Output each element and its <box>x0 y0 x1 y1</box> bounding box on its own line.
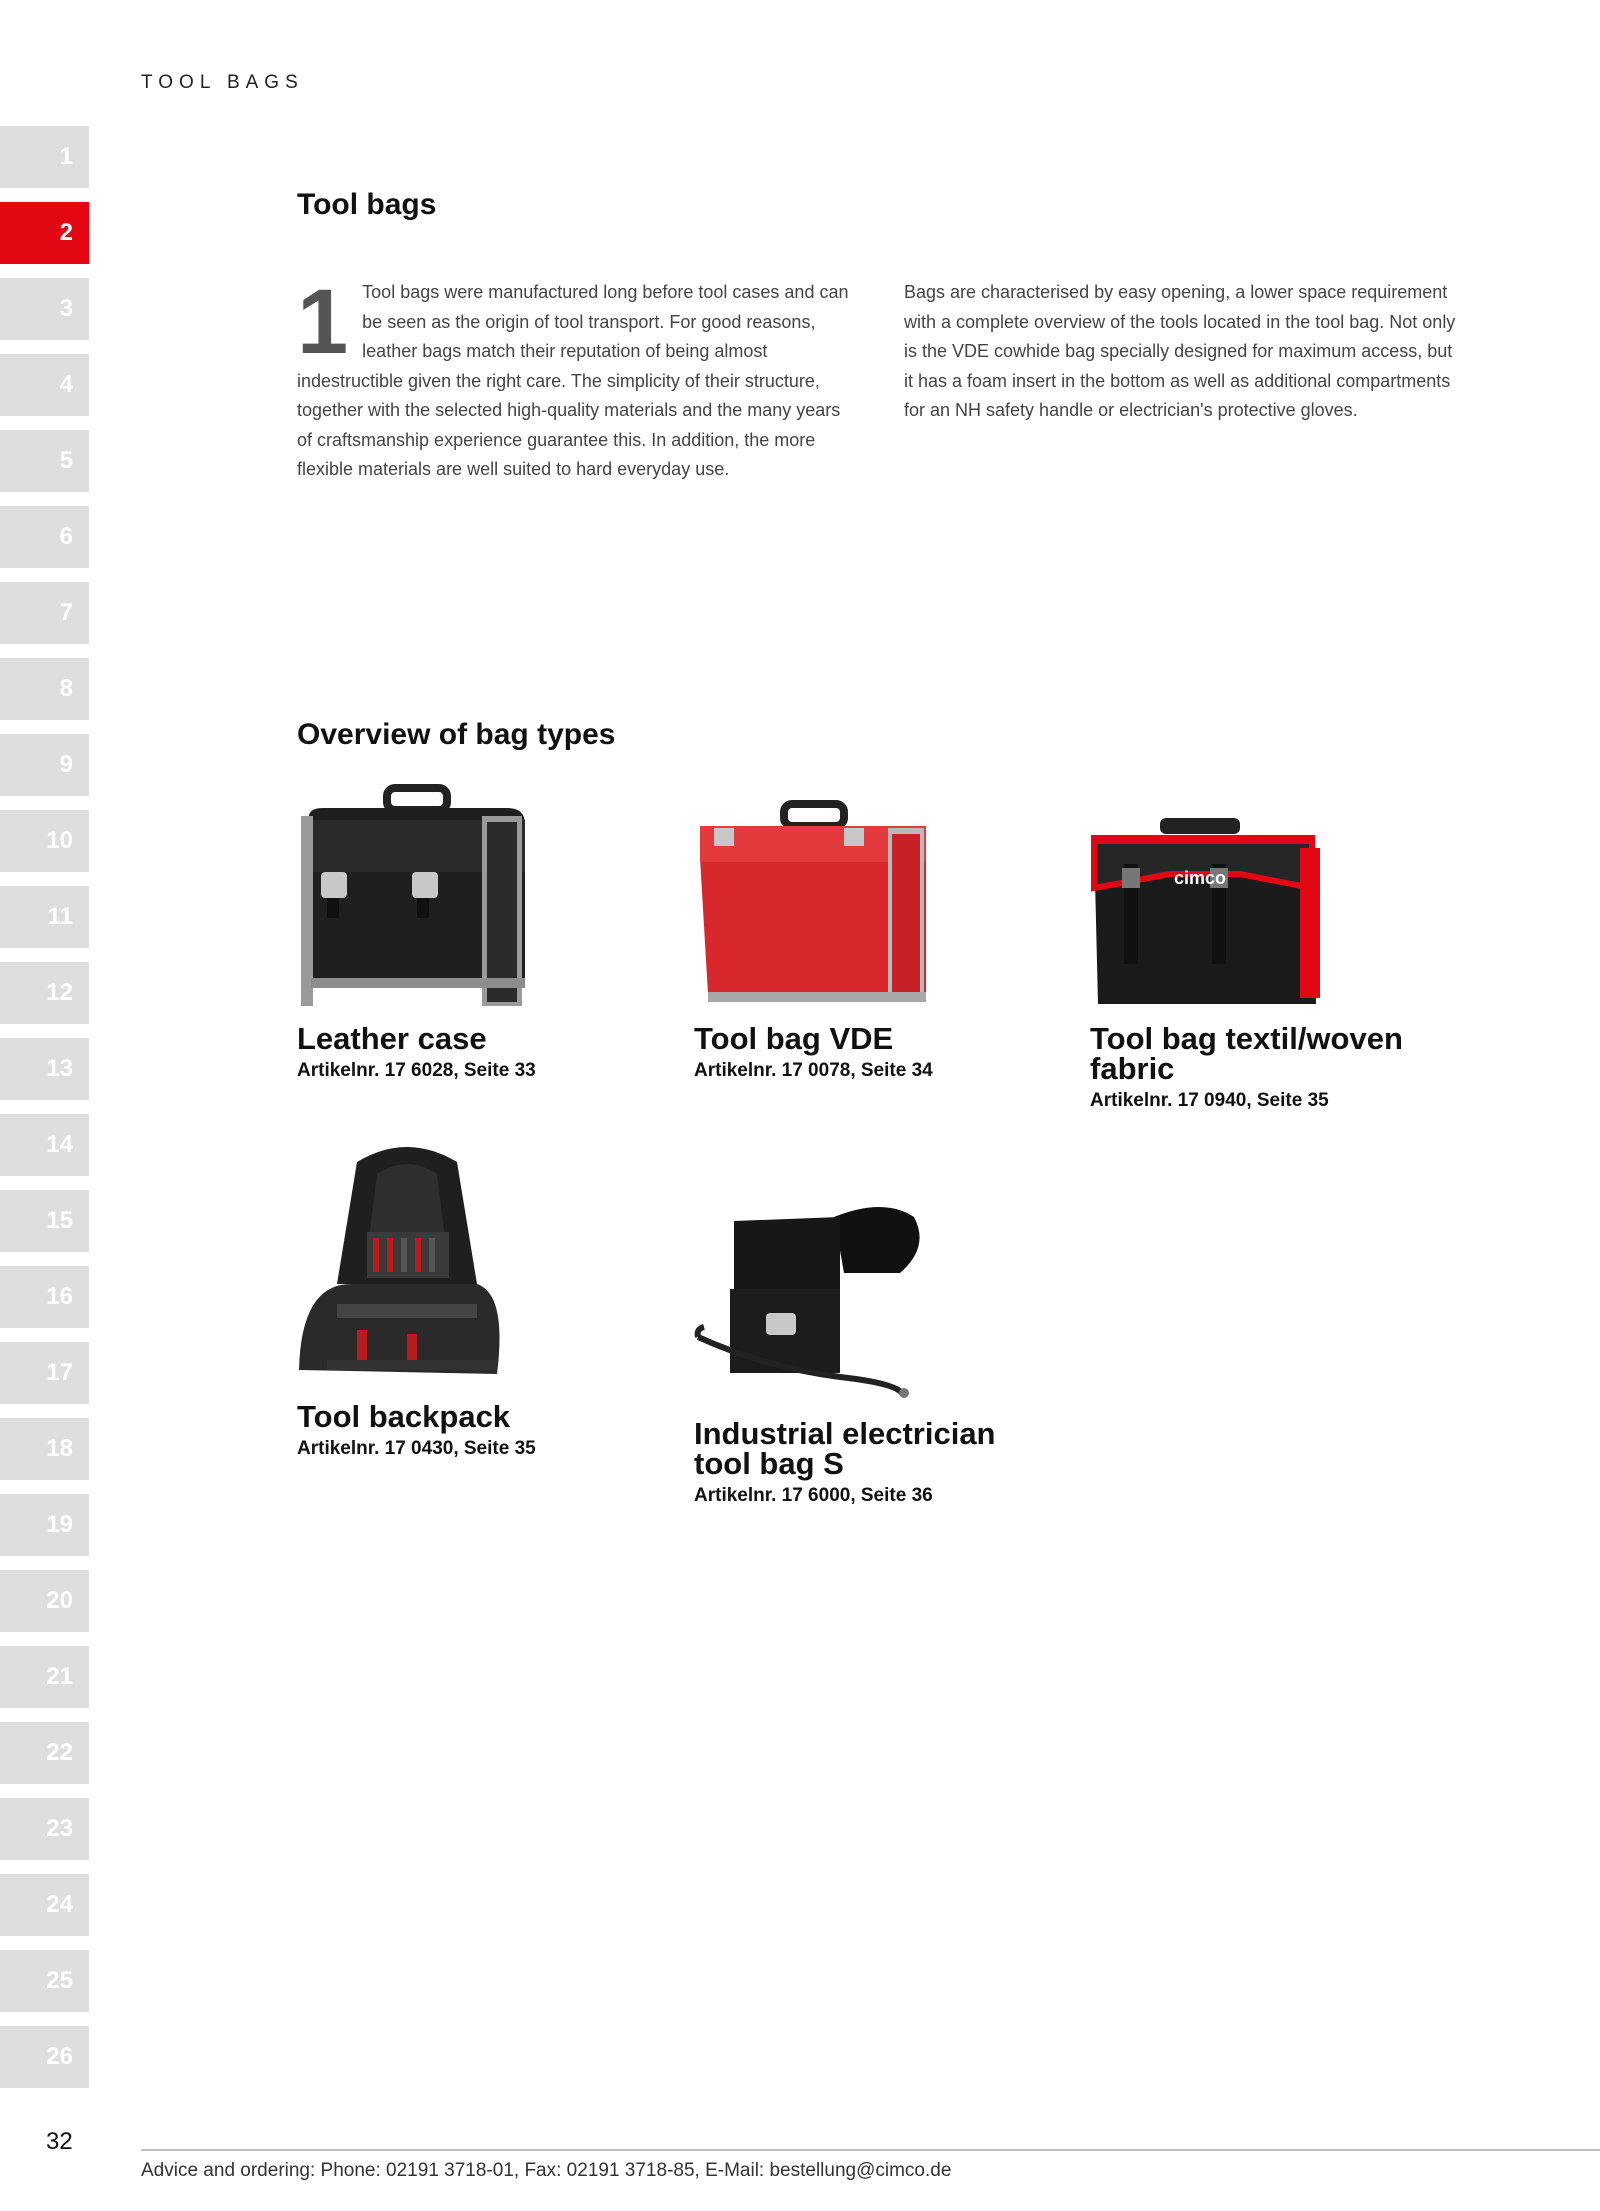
tool-backpack-image <box>297 1134 517 1390</box>
product-name: Tool bag textil/woven fabric <box>1090 1021 1403 1086</box>
chapter-tab-11[interactable]: 11 <box>0 886 89 948</box>
chapter-tab-23[interactable]: 23 <box>0 1798 89 1860</box>
drop-cap: 1 <box>297 271 349 373</box>
product-part-number: Artikelnr. 17 0430, Seite 35 <box>297 1438 536 1459</box>
intro-right-text: Bags are characterised by easy opening, a lower space requirement with a complete overview of the tools located in the tool bag. Not only is the VDE cowhide bag specially designed for maximum access, but it has a foam insert in the bottom as well as additional compartments for an NH safety handle or electrician's protective gloves. <box>904 282 1456 420</box>
chapter-tab-1[interactable]: 1 <box>0 126 89 188</box>
intro-left-text: Tool bags were manufactured long before tool cases and can be seen as the origin of tool transport. For good reasons, leather bags match their reputation of being almost indestructible given the right care. The simplicity of their structure, together with the selected high-quality materials and the many years of craftsmanship experience guarantee this. In addition, the more flexible materials are well suited to hard everyday use. <box>297 282 849 479</box>
chapter-tab-14[interactable]: 14 <box>0 1114 89 1176</box>
intro-text <box>297 271 1457 485</box>
page-title: Tool bags <box>297 188 437 221</box>
chapter-tab-3[interactable]: 3 <box>0 278 89 340</box>
electrician-tool-bag-image <box>694 1197 930 1407</box>
chapter-tab-7[interactable]: 7 <box>0 582 89 644</box>
leather-case-image <box>297 780 537 1012</box>
chapter-tab-4[interactable]: 4 <box>0 354 89 416</box>
chapter-tab-19[interactable]: 19 <box>0 1494 89 1556</box>
running-head: TOOL BAGS <box>141 72 304 93</box>
intro-column-left <box>297 271 850 485</box>
chapter-tab-20[interactable]: 20 <box>0 1570 89 1632</box>
chapter-tab-17[interactable]: 17 <box>0 1342 89 1404</box>
chapter-tab-8[interactable]: 8 <box>0 658 89 720</box>
product-electrician-tool-bag[interactable] <box>694 1197 1054 1507</box>
chapter-tab-10[interactable]: 10 <box>0 810 89 872</box>
footer-divider <box>141 2149 1600 2151</box>
product-name: Tool backpack <box>297 1399 511 1434</box>
page-number: 32 <box>46 2128 73 2155</box>
product-name: Industrial electrician tool bag S <box>694 1416 996 1481</box>
cimco-logo: cimco <box>1174 868 1227 888</box>
product-part-number: Artikelnr. 17 6028, Seite 33 <box>297 1060 536 1081</box>
chapter-tab-6[interactable]: 6 <box>0 506 89 568</box>
chapter-tab-22[interactable]: 22 <box>0 1722 89 1784</box>
tool-bag-vde-image <box>694 798 934 1012</box>
product-part-number: Artikelnr. 17 6000, Seite 36 <box>694 1485 933 1506</box>
chapter-tab-5[interactable]: 5 <box>0 430 89 492</box>
product-tool-backpack[interactable] <box>297 1134 657 1460</box>
product-name: Tool bag VDE <box>694 1021 894 1056</box>
chapter-tab-25[interactable]: 25 <box>0 1950 89 2012</box>
chapter-tab-12[interactable]: 12 <box>0 962 89 1024</box>
product-leather-case[interactable] <box>297 780 657 1082</box>
tool-bag-textile-image <box>1090 808 1330 1012</box>
footer-contact: Advice and ordering: Phone: 02191 3718-01, Fax: 02191 3718-85, E-Mail: bestellung@cimco.de <box>141 2160 952 2181</box>
chapter-tab-18[interactable]: 18 <box>0 1418 89 1480</box>
chapter-tab-24[interactable]: 24 <box>0 1874 89 1936</box>
intro-column-right <box>904 278 1457 485</box>
product-tool-bag-vde[interactable] <box>694 798 1054 1082</box>
product-name: Leather case <box>297 1021 487 1056</box>
product-tool-bag-textile[interactable] <box>1090 808 1450 1112</box>
chapter-tab-16[interactable]: 16 <box>0 1266 89 1328</box>
chapter-tabs <box>0 126 89 2102</box>
chapter-tab-21[interactable]: 21 <box>0 1646 89 1708</box>
overview-title: Overview of bag types <box>297 718 616 751</box>
chapter-tab-26[interactable]: 26 <box>0 2026 89 2088</box>
chapter-tab-13[interactable]: 13 <box>0 1038 89 1100</box>
chapter-tab-9[interactable]: 9 <box>0 734 89 796</box>
product-part-number: Artikelnr. 17 0940, Seite 35 <box>1090 1090 1329 1111</box>
chapter-tab-15[interactable]: 15 <box>0 1190 89 1252</box>
product-part-number: Artikelnr. 17 0078, Seite 34 <box>694 1060 933 1081</box>
chapter-tab-2[interactable]: 2 <box>0 202 89 264</box>
